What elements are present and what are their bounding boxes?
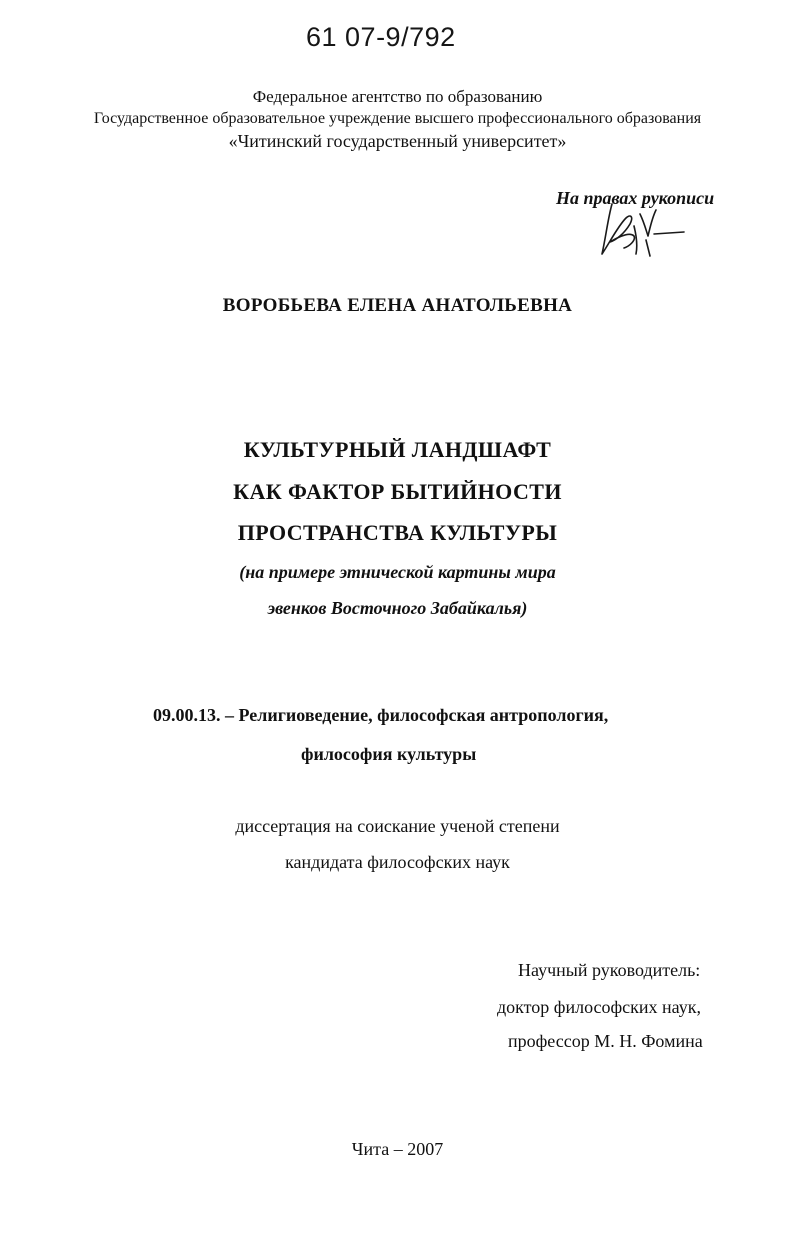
title-line: ПРОСТРАНСТВА КУЛЬТУРЫ (237, 520, 558, 545)
handwritten-signature (590, 196, 685, 266)
registration-number: 61 07-9/792 (306, 22, 456, 52)
city-year: Чита – 2007 (351, 1139, 444, 1159)
university-name: «Читинский государственный университет» (228, 131, 567, 151)
title-line: КАК ФАКТОР БЫТИЙНОСТИ (233, 479, 562, 504)
manuscript-rights-note: На правах рукописи (556, 188, 715, 208)
subtitle-line: эвенков Восточного Забайкалья) (267, 598, 528, 618)
agency-name: Федеральное агентство по образованию (252, 87, 543, 106)
supervisor-name: профессор М. Н. Фомина (508, 1031, 703, 1051)
author-name: ВОРОБЬЕВА ЕЛЕНА АНАТОЛЬЕВНА (222, 295, 573, 316)
title-line: КУЛЬТУРНЫЙ ЛАНДШАФТ (243, 437, 552, 462)
supervisor-label: Научный руководитель: (518, 960, 701, 980)
degree-title: кандидата философских наук (285, 852, 510, 872)
specialty-continuation: философия культуры (301, 744, 477, 764)
specialty-code-line: 09.00.13. – Религиоведение, философская антропология, (153, 705, 609, 725)
degree-description: диссертация на соискание ученой степени (235, 816, 560, 836)
supervisor-degree: доктор философских наук, (497, 997, 701, 1017)
subtitle-line: (на примере этнической картины мира (239, 562, 556, 582)
institution-type: Государственное образовательное учреждение высшего профессионального образования (93, 110, 702, 127)
